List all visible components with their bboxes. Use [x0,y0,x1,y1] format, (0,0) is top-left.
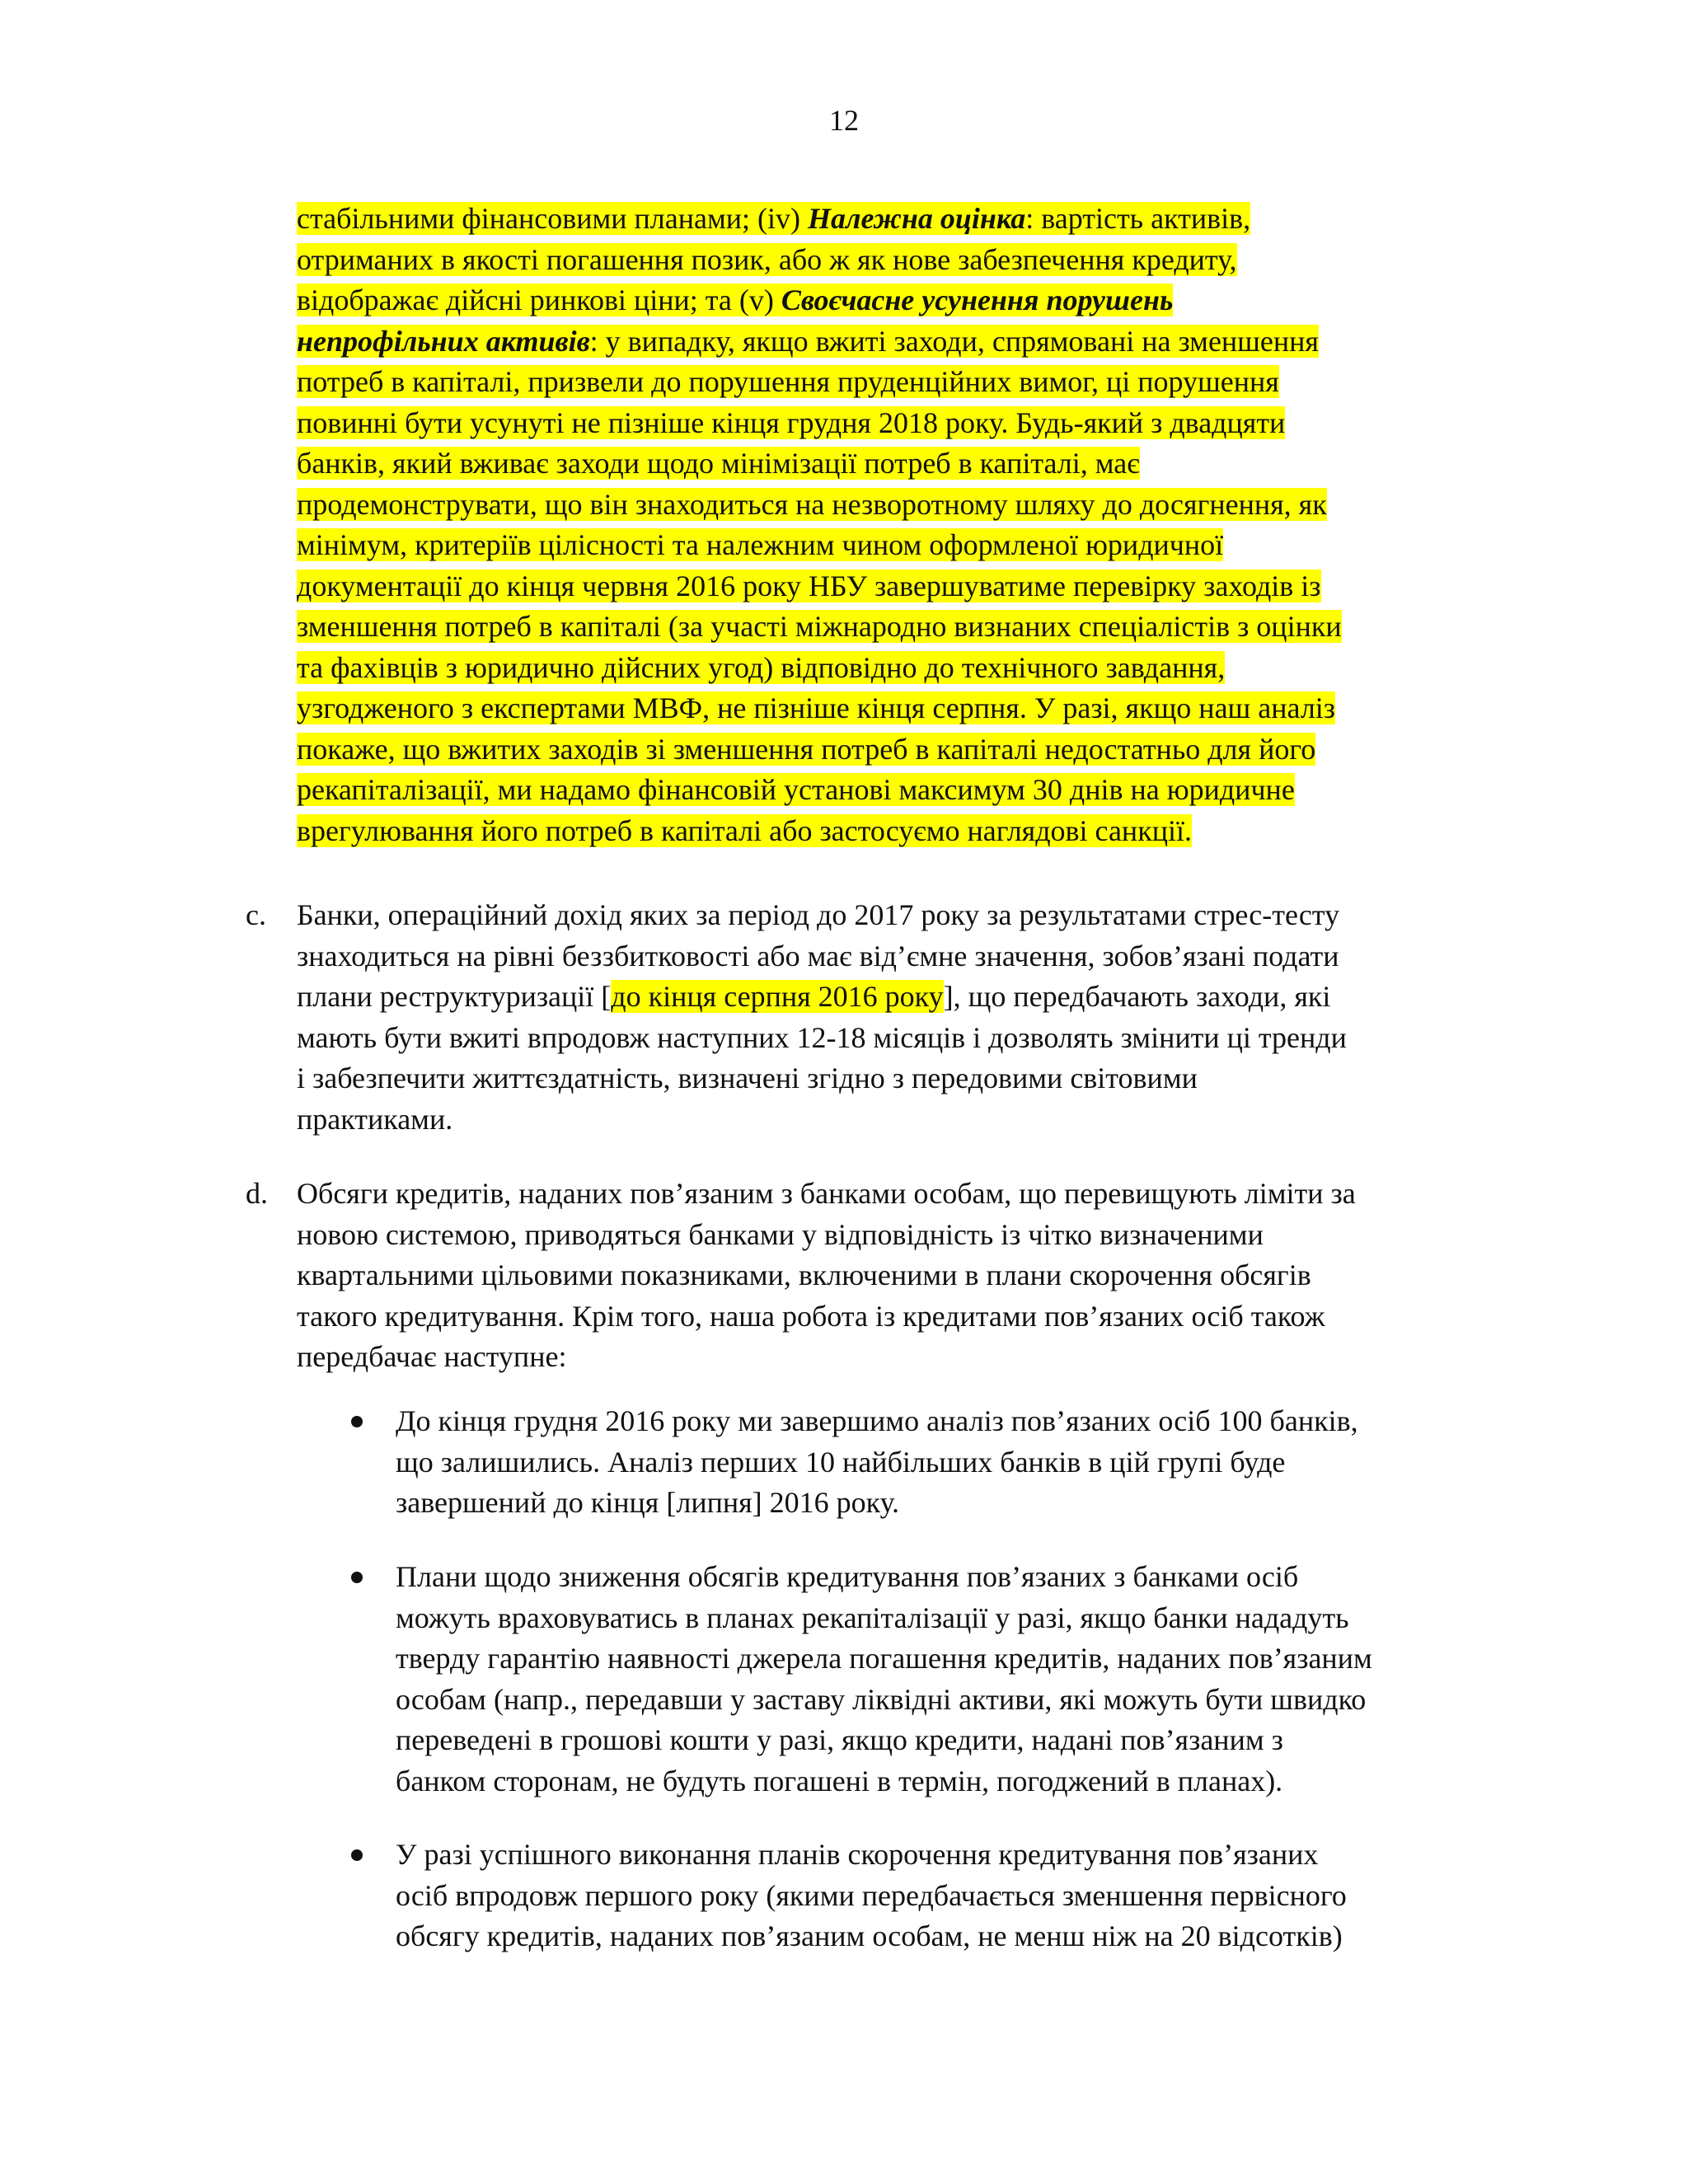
text-line [297,485,1517,526]
text-line [297,1174,1517,1215]
line-content [396,1601,1349,1634]
text-segment: обсягу кредитів, наданих пов’язаним особам, не менш ніж на 20 відсотків) [396,1919,1343,1952]
line-content [297,1218,1264,1251]
text-line [297,936,1517,977]
text-line [396,1835,1533,1876]
text-line [297,648,1517,689]
line-content [297,773,1295,806]
line-content [396,1404,1358,1437]
text-line [297,525,1517,566]
line-content [297,406,1285,439]
text-segment: осіб впродовж першого року (якими передбачається зменшення первісного [396,1878,1347,1912]
line-content [297,651,1225,684]
line-content [297,898,1339,931]
line-content [297,1062,1198,1094]
line-content [297,610,1342,643]
text-line [396,1638,1533,1680]
text-line [396,1598,1533,1639]
line-content [396,1879,1347,1912]
bullet-icon [351,1416,363,1427]
page-number: 12 [829,104,859,137]
text-line [396,1401,1533,1442]
line-content [297,447,1140,480]
text-line [297,1296,1517,1338]
text-line [297,729,1517,771]
text-segment: що залишились. Аналіз перших 10 найбільших банків в цій групі буде [396,1445,1286,1479]
bullet-icon [351,1849,363,1861]
text-line [297,895,1517,936]
text-segment: врегулювання його потреб в капіталі або застосуємо наглядові санкції. [297,813,1192,847]
text-line [297,362,1517,403]
bold-italic-term: Своєчасне усунення порушень [781,284,1174,316]
text-segment: відображає дійсні ринкові ціни; та (v) [297,284,781,316]
text-line [297,321,1517,363]
text-line [297,1099,1517,1141]
text-segment: отриманих в якості погашення позик, або ж як нове забезпечення кредиту, [297,242,1237,276]
text-segment: Обсяги кредитів, наданих пов’язаним з банками особам, що перевищують ліміти за [297,1177,1356,1210]
paragraph-item-d [297,1174,1517,1378]
text-segment: : у випадку, якщо вжиті заходи, спрямовані на зменшення [589,324,1319,358]
line-content [396,1486,899,1519]
line-content [297,202,1250,235]
bullet-item [396,1835,1533,1957]
line-content [297,1300,1325,1333]
text-segment: зменшення потреб в капіталі (за участі міжнародно визнаних спеціалістів з оцінки [297,610,1342,643]
line-content [297,814,1192,847]
text-segment: стабільними фінансовими планами; (iv) [297,202,809,235]
text-segment: ], що передбачають заходи, які [943,980,1331,1013]
bullet-item [396,1557,1533,1802]
line-content [297,1177,1356,1210]
bullet-icon [351,1572,363,1583]
highlighted-paragraph [297,199,1517,851]
text-segment: мають бути вжиті впродовж наступних 12-18 місяців і дозволять змінити ці тренди [297,1020,1347,1054]
text-segment: повинні бути усунуті не пізніше кінця грудня 2018 року. Будь-який з двадцяти [297,405,1286,439]
line-content [297,1103,452,1136]
text-segment: покаже, що вжитих заходів зі зменшення потреб в капіталі недостатньо для його [297,732,1316,766]
bullet-item [396,1401,1533,1524]
text-segment: та фахівців з юридично дійсних угод) відповідно до технічного завдання, [297,650,1226,684]
line-content [297,1258,1311,1291]
text-line [396,1483,1533,1524]
text-segment: продемонструвати, що він знаходиться на незворотному шляху до досягнення, як [297,487,1327,521]
text-line [297,1337,1517,1378]
line-content [297,733,1315,766]
text-line [396,1876,1533,1917]
text-line [396,1680,1533,1721]
text-segment: такого кредитування. Крім того, наша робота із кредитами пов’язаних осіб також [297,1299,1325,1333]
line-content [297,1021,1347,1054]
line-content [396,1838,1318,1871]
text-segment: переведені в грошові кошти у разі, якщо кредити, надані пов’язаним з [396,1723,1283,1756]
line-content [396,1919,1343,1952]
text-segment: Плани щодо зниження обсягів кредитування пов’язаних з банками осіб [396,1560,1299,1593]
text-segment: документації до кінця червня 2016 року НБУ завершуватиме перевірку заходів із [297,569,1321,602]
item-marker-d: d. [246,1177,268,1210]
line-content [396,1723,1283,1756]
text-line [297,1255,1517,1296]
text-segment: У разі успішного виконання планів скорочення кредитування пов’язаних [396,1838,1319,1871]
line-content [297,325,1319,358]
text-segment: мінімум, критеріїв цілісності та належним чином оформленої юридичної [297,528,1224,561]
text-segment: завершений до кінця [липня] 2016 року. [396,1486,900,1519]
text-segment: тверду гарантію наявності джерела погашення кредитів, наданих пов’язаним [396,1642,1372,1675]
text-line [297,199,1517,240]
text-segment: потреб в капіталі, призвели до порушення пруденційних вимог, ці порушення [297,365,1279,398]
text-line [297,607,1517,648]
text-segment: плани реструктуризації [ [297,980,612,1013]
text-line [297,403,1517,444]
text-segment: і забезпечити життєздатність, визначені згідно з передовими світовими [297,1062,1198,1094]
text-line [297,770,1517,811]
text-line [297,1018,1517,1059]
line-content [297,365,1279,398]
line-content [297,528,1223,561]
line-content [297,940,1339,972]
text-line [396,1720,1533,1761]
text-line [297,280,1517,321]
text-line [297,1058,1517,1099]
text-line [396,1761,1533,1802]
text-line [297,688,1517,729]
text-segment: До кінця грудня 2016 року ми завершимо аналіз пов’язаних осіб 100 банків, [396,1404,1358,1437]
text-segment: банків, який вживає заходи щодо мінімізації потреб в капіталі, має [297,447,1140,480]
text-line [396,1557,1533,1598]
line-content [396,1642,1372,1675]
line-content [396,1765,1282,1797]
line-content [297,569,1321,602]
text-segment: знаходиться на рівні беззбитковості або має від’ємне значення, зобов’язані подати [297,939,1339,972]
line-content [396,1683,1366,1716]
line-content [396,1446,1285,1479]
text-line [396,1916,1533,1957]
text-segment: узгодженого з експертами МВФ, не пізніше кінця серпня. У разі, якщо наш аналіз [297,691,1335,724]
text-line [297,1215,1517,1256]
item-marker-c: c. [246,898,266,931]
highlighted-text: до кінця серпня 2016 року [611,980,944,1013]
line-content [297,243,1237,276]
line-content [297,691,1335,724]
line-content [297,1340,566,1373]
line-content [297,488,1327,521]
text-line [396,1442,1533,1483]
text-segment: передбачає наступне: [297,1340,567,1373]
text-segment: практиками. [297,1102,453,1136]
text-segment: можуть враховуватись в планах рекапіталізації у разі, якщо банки нададуть [396,1601,1349,1634]
text-segment: квартальними цільовими показниками, включеними в плани скорочення обсягів [297,1258,1311,1291]
text-segment: Банки, операційний дохід яких за період до 2017 року за результатами стрес-тесту [297,898,1340,931]
text-segment: рекапіталізації, ми надамо фінансовій установі максимум 30 днів на юридичне [297,773,1295,806]
line-content [297,980,1330,1013]
line-content [297,284,1173,316]
text-segment: : вартість активів, [1025,202,1251,235]
text-line [297,443,1517,485]
line-content [396,1560,1298,1593]
text-segment: новою системою, приводяться банками у відповідність із чітко визначеними [297,1217,1264,1251]
text-line [297,977,1517,1018]
text-line [297,566,1517,607]
bold-italic-term: Належна оцінка [808,202,1026,235]
text-line [297,240,1517,281]
bold-italic-term: непрофільних активів [297,324,590,358]
text-segment: особам (напр., передавши у заставу ліквідні активи, які можуть бути швидко [396,1682,1367,1716]
paragraph-item-c [297,895,1517,1140]
text-line [297,811,1517,852]
text-segment: банком сторонам, не будуть погашені в термін, погоджений в планах). [396,1764,1283,1797]
